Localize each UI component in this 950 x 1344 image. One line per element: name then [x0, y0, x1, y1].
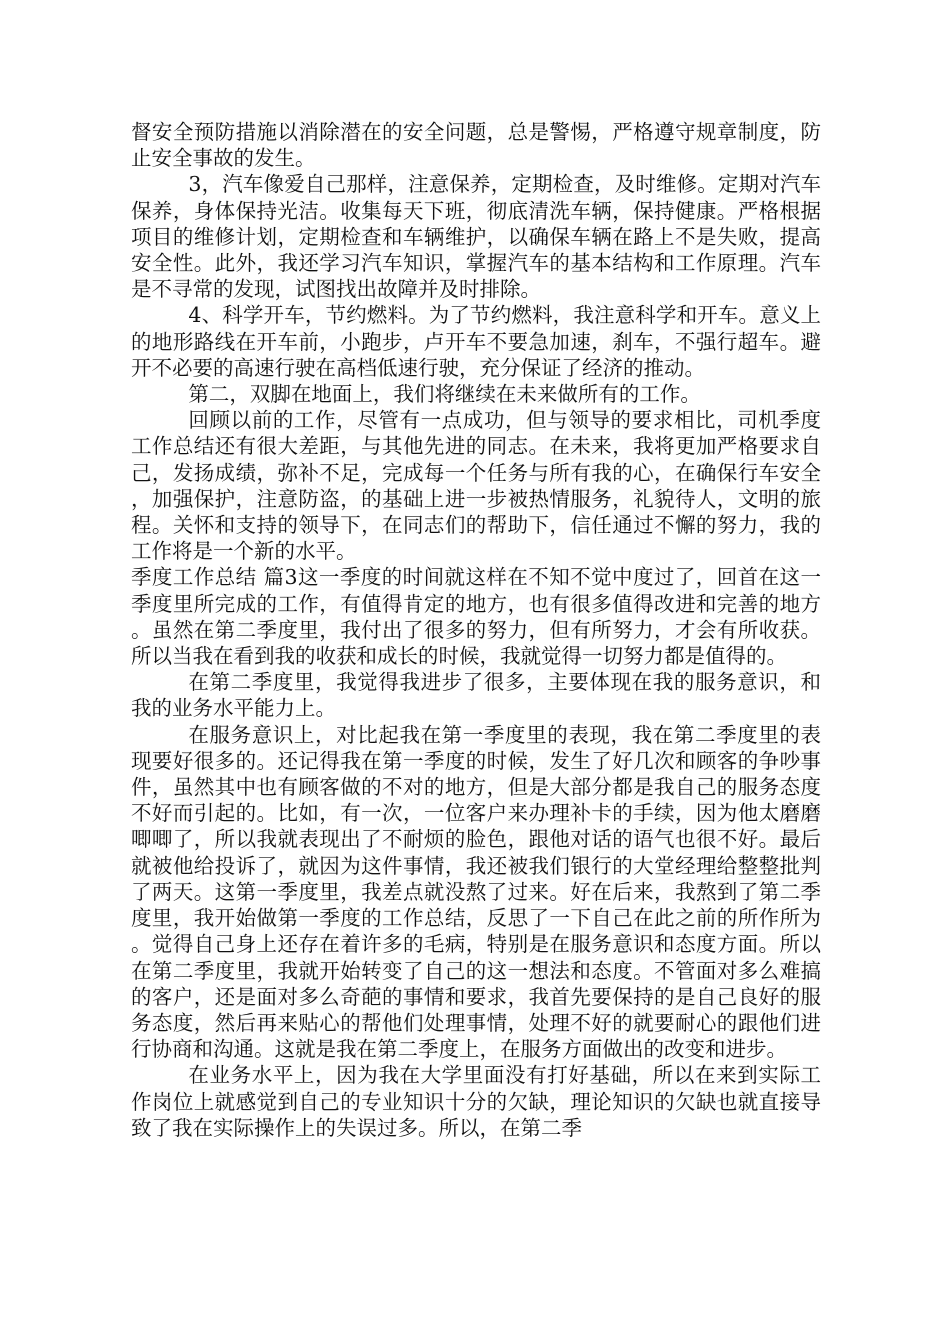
paragraph-service-awareness: 在服务意识上，对比起我在第一季度里的表现，我在第二季度里的表现要好很多的。还记得我在第一季度的时候，发生了好几次和顾客的争吵事件，虽然其中也有顾客做的不对的地方，但是大部分都是我自己的服务态度不好而引起的。比如，有一次，一位客户来办理补卡的手续，因为他太磨磨唧唧了，所以我就表现出了不耐烦的脸色，跟他对话的语气也很不好。最后就被他给投诉了，就因为这件事情，我还被我们银行的大堂经理给整整批判了两天。这第一季度里，我差点就没熬了过来。好在后来，我熬到了第二季度里，我开始做第一季度的工作总结，反思了一下自己在此之前的所作所为。觉得自己身上还存在着许多的毛病，特别是在服务意识和态度方面。所以在第二季度里，我就开始转变了自己的这一想法和态度。不管面对多么难搞的客户，还是面对多么奇葩的事情和要求，我首先要保持的是自己良好的服务态度，然后再来贴心的帮他们处理事情，处理不好的就要耐心的跟他们进行协商和沟通。这就是我在第二季度上，在服务方面做出的改变和进步。	[131, 722, 821, 1062]
paragraph-fuel-saving: 4、科学开车，节约燃料。为了节约燃料，我注意科学和开车。意义上的地形路线在开车前，小跑步，卢开车不要急加速，刹车，不强行超车。避开不必要的高速行驶在高档低速行驶，充分保证了经济的推动。	[131, 303, 821, 380]
document-page	[131, 119, 821, 1141]
paragraph-business-level: 在业务水平上，因为我在大学里面没有打好基础，所以在来到实际工作岗位上就感觉到自己的专业知识十分的欠缺，理论知识的欠缺也就直接导致了我在实际操作上的失误过多。所以，在第二季	[131, 1063, 821, 1140]
paragraph-safety: 督安全预防措施以消除潜在的安全问题，总是警惕，严格遵守规章制度，防止安全事故的发生。	[131, 120, 821, 171]
paragraph-review: 回顾以前的工作，尽管有一点成功，但与领导的要求相比，司机季度工作总结还有很大差距，与其他先进的同志。在未来，我将更加严格要求自己，发扬成绩，弥补不足，完成每一个任务与所有我的心，在确保行车安全，加强保护，注意防盗，的基础上进一步被热情服务，礼貌待人，文明的旅程。关怀和支持的领导下，在同志们的帮助下，信任通过不懈的努力，我的工作将是一个新的水平。	[131, 408, 821, 564]
paragraph-second-heading: 第二，双脚在地面上，我们将继续在未来做所有的工作。	[188, 382, 701, 407]
paragraph-quarter-summary-3: 季度工作总结 篇3这一季度的时间就这样在不知不觉中度过了，回首在这一季度里所完成的工作，有值得肯定的地方，也有很多值得改进和完善的地方。虽然在第二季度里，我付出了很多的努力，但有所努力，才会有所收获。所以当我在看到我的收获和成长的时候，我就觉得一切努力都是值得的。	[131, 565, 821, 669]
paragraph-progress: 在第二季度里，我觉得我进步了很多，主要体现在我的服务意识，和我的业务水平能力上。	[131, 670, 821, 721]
paragraph-car-maintenance: 3，汽车像爱自己那样，注意保养，定期检查，及时维修。定期对汽车保养，身体保持光洁。收集每天下班，彻底清洗车辆，保持健康。严格根据项目的维修计划，定期检查和车辆维护，以确保车辆在路上不是失败，提高安全性。此外，我还学习汽车知识，掌握汽车的基本结构和工作原理。汽车是不寻常的发现，试图找出故障并及时排除。	[131, 172, 821, 302]
